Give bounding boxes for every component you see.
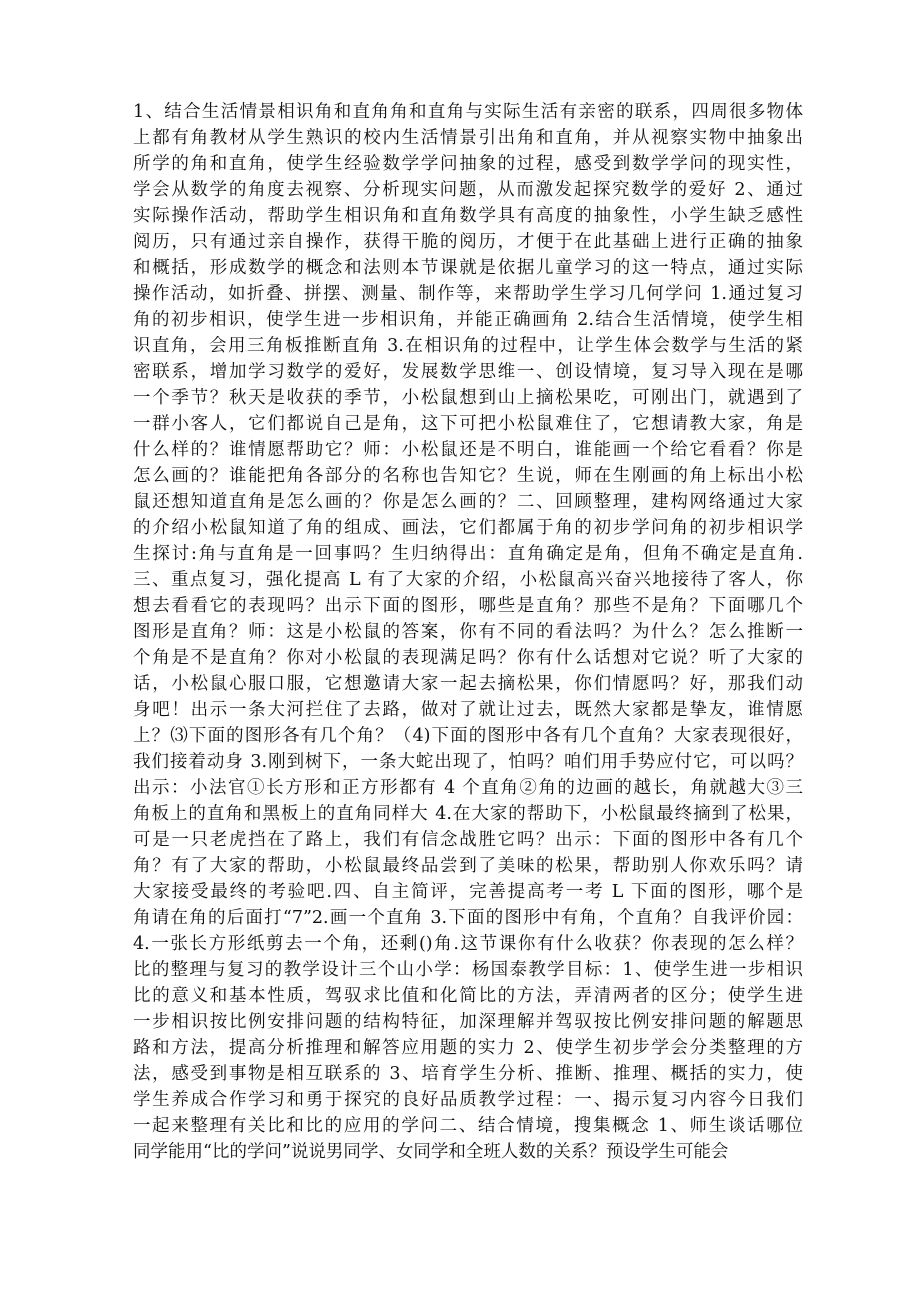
text-line: 的介绍小松鼠知道了角的组成、画法，它们都属于角的初步学问角的初步相识学 bbox=[133, 518, 803, 538]
text-line: 识直角，会用三角板推断直角 3.在相识角的过程中，让学生体会数学与生活的紧 bbox=[133, 336, 803, 356]
text-line: 生探讨:角与直角是一回事吗？生归纳得出：直角确定是角，但角不确定是直角. bbox=[133, 544, 803, 564]
text-line: 大家接受最终的考验吧.四、自主简评，完善提高考一考 L 下面的图形，哪个是 bbox=[133, 882, 803, 902]
text-line: 角请在角的后面打“7”2.画一个直角 3.下面的图形中有角，个直角？自我评价园： bbox=[133, 908, 803, 928]
text-line: 和概括，形成数学的概念和法则本节课就是依据儿童学习的这一特点，通过实际 bbox=[133, 258, 803, 278]
text-line: 上都有角教材从学生熟识的校内生活情景引出角和直角，并从视察实物中抽象出 bbox=[133, 128, 803, 148]
text-line: 出示：小法官①长方形和正方形都有 4 个直角②角的边画的越长，角就越大③三 bbox=[133, 778, 803, 798]
text-line: 个角是不是直角？你对小松鼠的表现满足吗？你有什么话想对它说？听了大家的 bbox=[133, 648, 803, 668]
document-body bbox=[133, 99, 803, 1165]
text-line: 一步相识按比例安排问题的结构特征，加深理解并驾驭按比例安排问题的解题思 bbox=[133, 1012, 803, 1032]
text-line: 什么样的？谁情愿帮助它？师：小松鼠还是不明白，谁能画一个给它看看？你是 bbox=[133, 440, 803, 460]
text-line: 上？⑶下面的图形各有几个角？（4)下面的图形中各有几个直角？大家表现很好， bbox=[133, 726, 803, 746]
text-line: 4.一张长方形纸剪去一个角，还剩()角.这节课你有什么收获？你表现的怎么样？ bbox=[133, 934, 803, 954]
text-line: 实际操作活动，帮助学生相识角和直角数学具有高度的抽象性，小学生缺乏感性 bbox=[133, 206, 803, 226]
text-line: 可是一只老虎挡在了路上，我们有信念战胜它吗？出示：下面的图形中各有几个 bbox=[133, 830, 803, 850]
text-line: 比的意义和基本性质，驾驭求比值和化简比的方法，弄清两者的区分；使学生进 bbox=[133, 986, 803, 1006]
text-line: 所学的角和直角，使学生经验数学学问抽象的过程，感受到数学学问的现实性， bbox=[133, 154, 803, 174]
text-line: 想去看看它的表现吗？出示下面的图形，哪些是直角？那些不是角？下面哪几个 bbox=[133, 596, 803, 616]
text-line: 怎么画的？谁能把角各部分的名称也告知它？生说，师在生刚画的角上标出小松 bbox=[133, 466, 803, 486]
text-line: 密联系，增加学习数学的爱好，发展数学思维一、创设情境，复习导入现在是哪 bbox=[133, 362, 803, 382]
text-line: 话，小松鼠心服口服，它想邀请大家一起去摘松果，你们情愿吗？好，那我们动 bbox=[133, 674, 803, 694]
text-line: 鼠还想知道直角是怎么画的？你是怎么画的？二、回顾整理，建构网络通过大家 bbox=[133, 492, 803, 512]
text-line: 法，感受到事物是相互联系的 3、培育学生分析、推断、推理、概括的实力，使 bbox=[133, 1064, 803, 1084]
text-line: 角？有了大家的帮助，小松鼠最终品尝到了美味的松果，帮助别人你欢乐吗？请 bbox=[133, 856, 803, 876]
text-line: 一个季节？秋天是收获的季节，小松鼠想到山上摘松果吃，可刚出门，就遇到了 bbox=[133, 388, 803, 408]
text-line: 路和方法，提高分析推理和解答应用题的实力 2、使学生初步学会分类整理的方 bbox=[133, 1038, 803, 1058]
text-line: 一起来整理有关比和比的应用的学问二、结合情境，搜集概念 1、师生谈话哪位 bbox=[133, 1116, 803, 1136]
text-line: 三、重点复习，强化提高 L 有了大家的介绍，小松鼠高兴奋兴地接待了客人，你 bbox=[133, 570, 803, 590]
text-line: 我们接着动身 3.刚到树下，一条大蛇出现了，怕吗？咱们用手势应付它，可以吗？ bbox=[133, 752, 803, 772]
text-line: 一群小客人，它们都说自己是角，这下可把小松鼠难住了，它想请教大家，角是 bbox=[133, 414, 803, 434]
text-line: 身吧！出示一条大河拦住了去路，做对了就让过去，既然大家都是挚友，谁情愿 bbox=[133, 700, 803, 720]
text-line: 阅历，只有通过亲自操作，获得干脆的阅历，才便于在此基础上进行正确的抽象 bbox=[133, 232, 803, 252]
text-line: 学会从数学的角度去视察、分析现实问题，从而激发起探究数学的爱好 2、通过 bbox=[133, 180, 803, 200]
text-line: 操作活动，如折叠、拼摆、测量、制作等，来帮助学生学习几何学问 1.通过复习 bbox=[133, 284, 803, 304]
text-line: 角板上的直角和黑板上的直角同样大 4.在大家的帮助下，小松鼠最终摘到了松果， bbox=[133, 804, 803, 824]
text-line: 1、结合生活情景相识角和直角角和直角与实际生活有亲密的联系，四周很多物体 bbox=[133, 102, 803, 122]
text-line: 比的整理与复习的教学设计三个山小学：杨国泰教学目标：1、使学生进一步相识 bbox=[133, 960, 803, 980]
text-line: 图形是直角？师：这是小松鼠的答案，你有不同的看法吗？为什么？怎么推断一 bbox=[133, 622, 803, 642]
text-line: 同学能用“比的学问”说说男同学、女同学和全班人数的关系？预设学生可能会 bbox=[133, 1142, 729, 1162]
text-line: 角的初步相识，使学生进一步相识角，并能正确画角 2.结合生活情境，使学生相 bbox=[133, 310, 803, 330]
text-line: 学生养成合作学习和勇于探究的良好品质教学过程：一、揭示复习内容今日我们 bbox=[133, 1090, 803, 1110]
